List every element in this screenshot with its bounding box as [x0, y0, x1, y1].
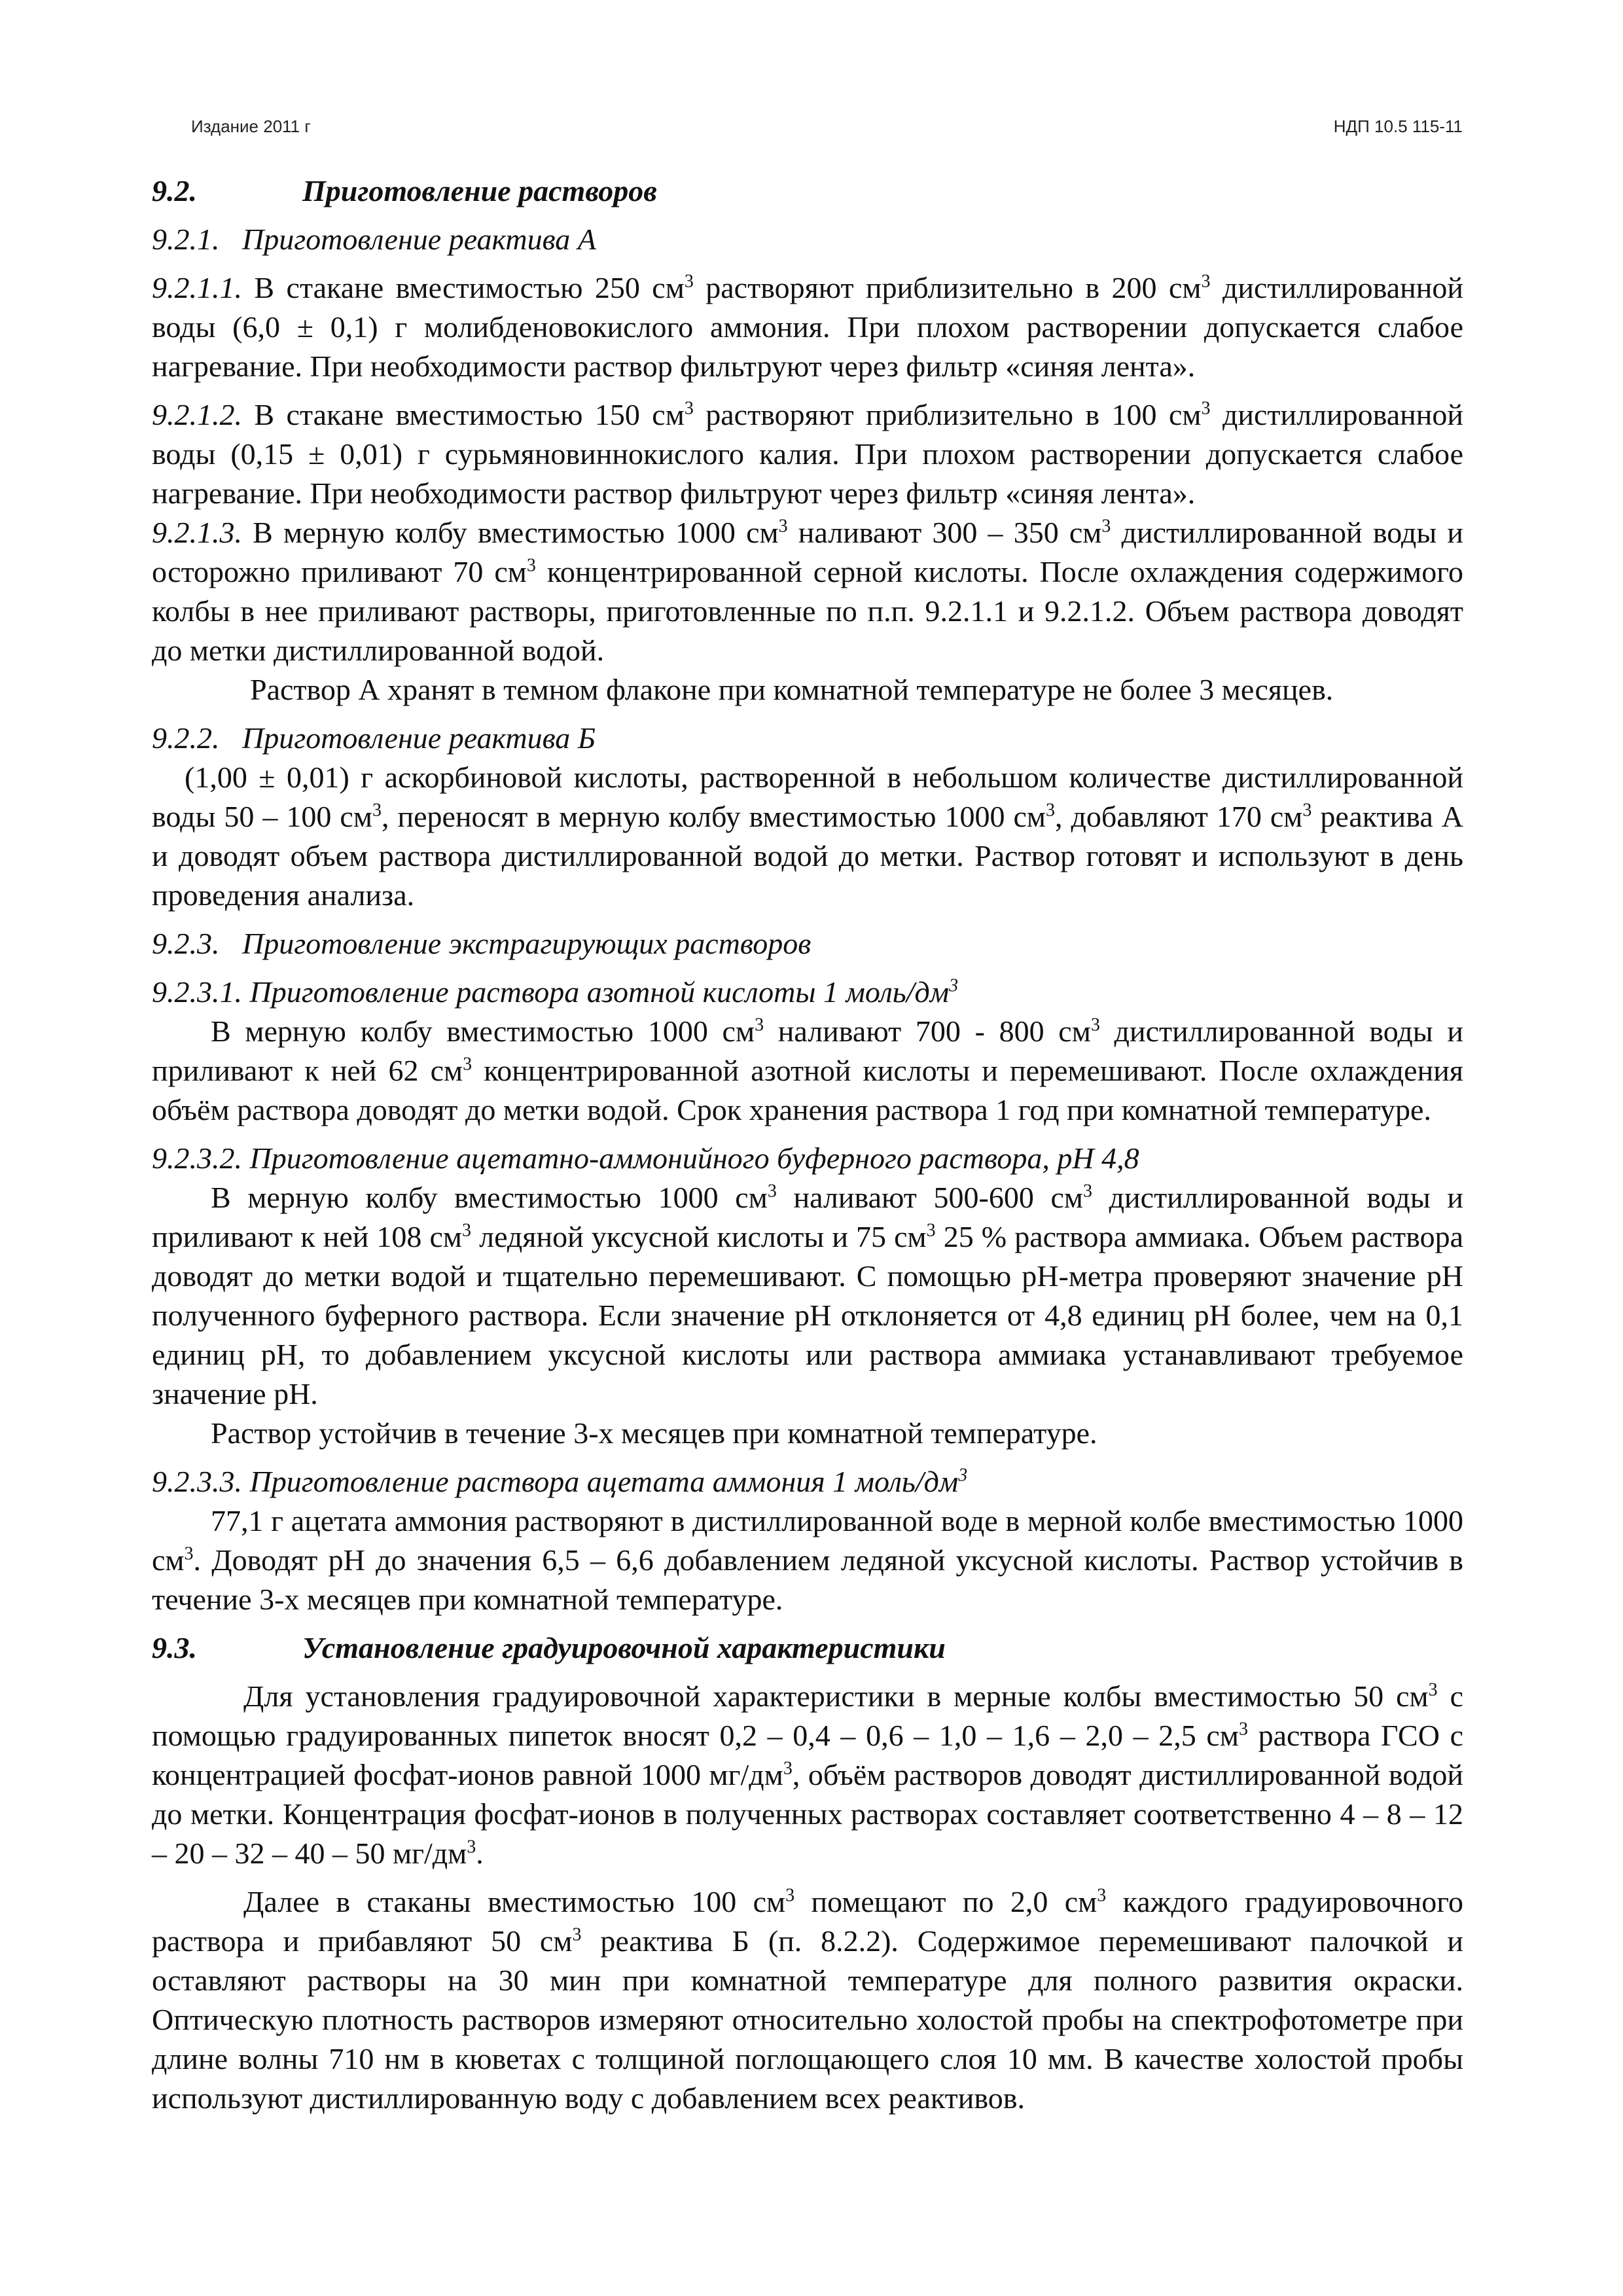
section-title: Приготовление ацетатно-аммонийного буферного раствора, рН 4,8 — [249, 1141, 1139, 1175]
section-number: 9.2.2. — [152, 721, 220, 755]
paragraph-number: 9.2.1.3. — [152, 516, 242, 549]
paragraph-number: 9.2.1.1. — [152, 271, 242, 304]
section-number: 9.2.3.2. — [152, 1141, 242, 1175]
storage-note-reagent-a: Раствор А хранят в темном флаконе при комнатной температуре не более 3 месяцев. — [250, 673, 1334, 706]
paragraph-number: 9.2.1.2. — [152, 398, 242, 431]
section-9-2-heading — [152, 171, 1463, 211]
paragraph-9-2-2: (1,00 ± 0,01) г аскорбиновой кислоты, растворенной в небольшом количестве дистиллированной воды 50 – 100 $см^3$, переносят в мерную колбу вместимостью 1000 $см^3$, добавляют 170 $см^3$ реактива А и доводят объем раствора дистиллированной водой до метки. Раствор готовят и используют в день проведения анализа. — [152, 761, 1463, 912]
paragraph-9-2-1-3: 9.2.1.3. В мерную колбу вместимостью 1000 $см^3$ наливают 300 – 350 $см^3$ дистиллированной воды и осторожно приливают 70 $см^3$ концентрированной серной кислоты. После охлаждения содержимого колбы в нее приливают растворы, приготовленные по п.п. 9.2.1.1 и 9.2.1.2. Объем раствора доводят до метки дистиллированной водой. — [152, 516, 1464, 667]
section-title: Приготовление раствора ацетата аммония 1 моль/$дм^3$ — [249, 1465, 968, 1498]
paragraph-9-2-1-1: 9.2.1.1. В стакане вместимостью 250 $см^3$ растворяют приблизительно в 200 $см^3$ дистиллированной воды (6,0 ± 0,1) г молибденовокислого аммония. При плохом растворении допускается слабое нагревание. При необходимости раствор фильтруют через фильтр «синяя лента». — [152, 271, 1464, 383]
section-title: Установление градуировочной характеристики — [302, 1631, 946, 1664]
section-title: Приготовление реактива Б — [242, 721, 596, 755]
section-number: 9.2.1. — [152, 223, 220, 256]
section-9-2-3-1-heading — [152, 973, 1463, 1012]
section-number: 9.2. — [152, 174, 197, 207]
paragraph-9-2-1-2: 9.2.1.2. В стакане вместимостью 150 $см^3$ растворяют приблизительно в 100 $см^3$ дистиллированной воды (0,15 ± 0,01) г сурьмяновиннокислого калия. При плохом растворении допускается слабое нагревание. При необходимости раствор фильтруют через фильтр «синяя лента». — [152, 398, 1464, 510]
section-9-2-3-heading — [152, 924, 1463, 963]
section-number: 9.2.3.3. — [152, 1465, 242, 1498]
section-title: Приготовление реактива А — [242, 223, 596, 256]
document-body — [152, 171, 1463, 2118]
section-9-2-2-heading — [152, 719, 1463, 758]
paragraph-9-2-3-1: В мерную колбу вместимостью 1000 $см^3$ наливают 700 - 800 $см^3$ дистиллированной воды и приливают к ней 62 $см^3$ концентрированной азотной кислоты и перемешивают. После охлаждения объём раствора доводят до метки водой. Срок хранения раствора 1 год при комнатной температуре. — [152, 1014, 1464, 1126]
section-number: 9.2.3.1. — [152, 975, 242, 1009]
section-number: 9.3. — [152, 1631, 197, 1664]
paragraph-9-3-measurement: Далее в стаканы вместимостью 100 $см^3$ помещают по 2,0 $см^3$ каждого градуировочного раствора и прибавляют 50 $см^3$ реактива Б (п. 8.2.2). Содержимое перемешивают палочкой и оставляют растворы на 30 мин при комнатной температуре для полного развития окраски. Оптическую плотность растворов измеряют относительно холостой пробы на спектрофотометре при длине волны 710 нм в кюветах с толщиной поглощающего слоя 10 мм. В качестве холостой пробы используют дистиллированную воду с добавлением всех реактивов. — [152, 1885, 1464, 2115]
section-title: Приготовление экстрагирующих растворов — [242, 927, 812, 960]
section-9-2-3-3-heading — [152, 1462, 1463, 1501]
paragraph-9-2-3-2: В мерную колбу вместимостью 1000 $см^3$ наливают 500-600 $см^3$ дистиллированной воды и приливают к ней 108 $см^3$ ледяной уксусной кислоты и 75 $см^3$ 25 % раствора аммиака. Объем раствора доводят до метки водой и тщательно перемешивают. С помощью рН-метра проверяют значение рН полученного буферного раствора. Если значение рН отклоняется от 4,8 единиц рН более, чем на 0,1 единиц рН, то добавлением уксусной кислоты или раствора аммиака устанавливают требуемое значение рН. — [152, 1181, 1464, 1410]
section-number: 9.2.3. — [152, 927, 220, 960]
section-9-2-1-heading — [152, 220, 1463, 259]
paragraph-9-3-calibration: Для установления градуировочной характеристики в мерные колбы вместимостью 50 $см^3$ с помощью градуированных пипеток вносят 0,2 – 0,4 – 0,6 – 1,0 – 1,6 – 2,0 – 2,5 $см^3$ раствора ГСО с концентрацией фосфат-ионов равной 1000 $мг/дм^3$, объём растворов доводят дистиллированной водой до метки. Концентрация фосфат-ионов в полученных растворах составляет соответственно 4 – 8 – 12 – 20 – 32 – 40 – 50 $мг/дм^3$. — [152, 1679, 1464, 1870]
section-9-2-3-2-heading — [152, 1139, 1463, 1178]
edition-label: Издание 2011 г — [191, 117, 311, 136]
section-title: Приготовление раствора азотной кислоты 1 моль/$дм^3$ — [249, 975, 959, 1009]
paragraph-9-2-3-3: 77,1 г ацетата аммония растворяют в дистиллированной воде в мерной колбе вместимостью 1000 $см^3$. Доводят рН до значения 6,5 – 6,6 добавлением ледяной уксусной кислоты. Раствор устойчив в течение 3-х месяцев при комнатной температуре. — [152, 1504, 1463, 1616]
document-code: НДП 10.5 115-11 — [1333, 117, 1463, 136]
section-9-3-heading — [152, 1628, 1463, 1668]
section-title: Приготовление растворов — [302, 174, 657, 207]
stability-note-buffer: Раствор устойчив в течение 3-х месяцев при комнатной температуре. — [211, 1416, 1097, 1450]
